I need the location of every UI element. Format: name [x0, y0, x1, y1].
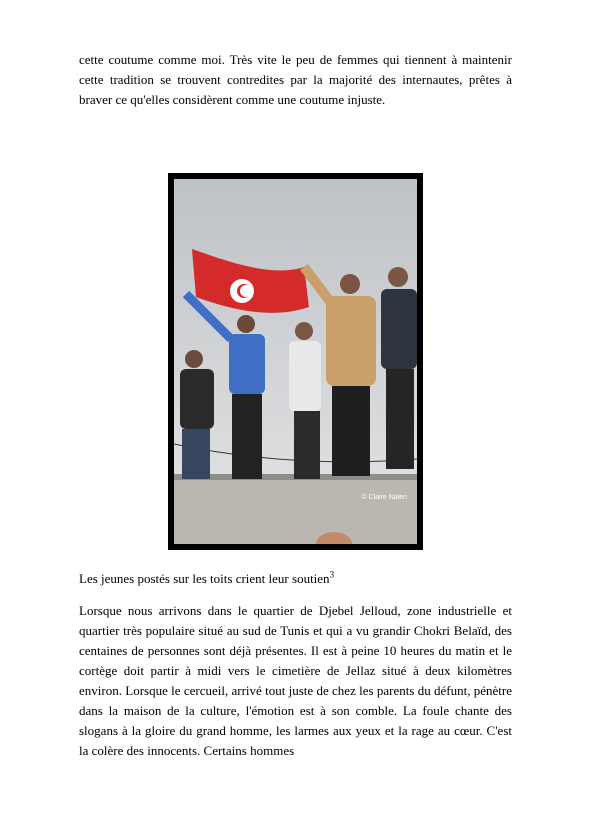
photo-frame	[168, 173, 423, 550]
footnote-reference[interactable]: 3	[329, 569, 335, 580]
rooftop-photo-illustration	[174, 179, 417, 544]
paragraph-bottom: Lorsque nous arrivons dans le quartier de Djebel Jelloud, zone industrielle et quartier très populaire situé au sud de Tunis et qui a vu grandir Chokri Belaïd, des centaines de personnes sont déjà présentes. Il est à peine 10 heures du matin et le cortège doit partir à midi vers le cimetière de Jellaz situé à deux kilomètres environ. Lorsque le cercueil, arrivé tout juste de chez les parents du défunt, pénètre dans la maison de la culture, l'émotion est à son comble. La foule chante des slogans à la gloire du grand homme, les larmes aux yeux et la rage au cœur. C'est la colère des innocents. Certains hommes	[79, 603, 512, 758]
rooftop-photo	[174, 179, 417, 544]
figure-caption	[79, 570, 334, 588]
caption-text: Les jeunes postés sur les toits crient leur soutien	[79, 571, 330, 586]
photo-credit: © Claire Nalen	[361, 494, 407, 501]
paragraph-top: cette coutume comme moi. Très vite le peu de femmes qui tiennent à maintenir cette tradition se trouvent contredites par la majorité des internautes, prêtes à braver ce qu'elles considèrent comme une coutume injuste.	[79, 52, 512, 107]
